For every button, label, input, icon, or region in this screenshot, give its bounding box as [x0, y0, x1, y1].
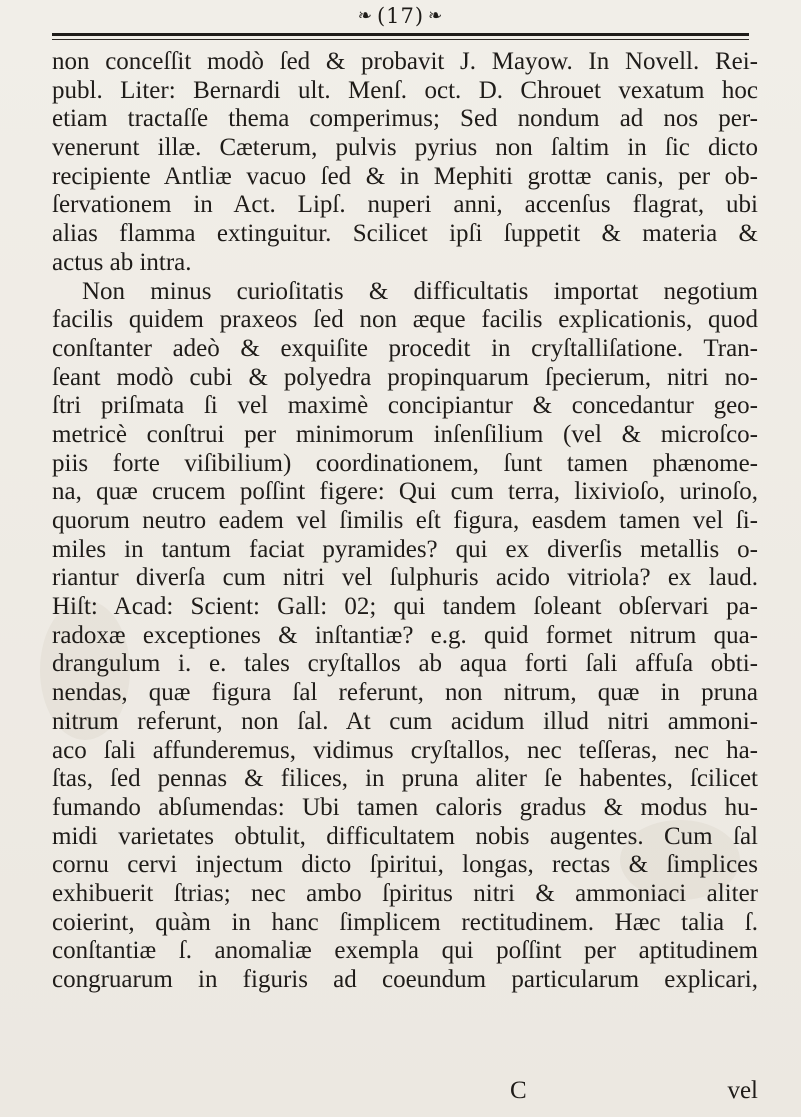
page-footer [52, 1077, 758, 1107]
text-line: conſtanter adeò & exquiſite procedit in cryſtalliſatione. Tran- [52, 334, 758, 362]
text-line: conſtantiæ ſ. anomaliæ exempla qui poſſint per aptitudinem [52, 937, 758, 965]
text-line: radoxæ exceptiones & inſtantiæ? e.g. quid formet nitrum qua- [52, 621, 758, 649]
text-line: Hiſt: Acad: Scient: Gall: 02; qui tandem ſoleant obſervari pa- [52, 593, 758, 621]
text-line: fumando abſumendas: Ubi tamen caloris gradus & modus hu- [52, 793, 758, 821]
text-line: coierint, quàm in hanc ſimplicem rectitudinem. Hæc talia ſ. [52, 908, 758, 936]
text-line: recipiente Antliæ vacuo ſed & in Mephiti grottæ canis, per ob- [52, 162, 758, 190]
fleuron-left-icon: ❧ [357, 6, 373, 26]
text-line: exhibuerit ſtrias; nec ambo ſpiritus nitri & ammoniaci aliter [52, 879, 758, 907]
text-line: aco ſali affunderemus, vidimus cryſtallos, nec teſſeras, nec ha- [52, 736, 758, 764]
page-number [0, 4, 801, 28]
header-rule-thin [52, 39, 749, 40]
text-line: congruarum in figuris ad coeundum particularum explicari, [52, 966, 758, 993]
page-number-text: (17) [376, 4, 425, 28]
text-line: na, quæ crucem poſſint figere: Qui cum terra, lixivioſo, urinoſo, [52, 478, 758, 506]
text-line: quorum neutro eadem vel ſimilis eſt figura, easdem tamen vel ſi- [52, 507, 758, 534]
signature-mark: C [510, 1077, 527, 1104]
text-line: etiam tractaſſe thema comperimus; Sed nondum ad nos per- [52, 105, 758, 133]
text-line: nendas, quæ figura ſal referunt, non nitrum, quæ in pruna [52, 679, 758, 707]
text-line: facilis quidem praxeos ſed non æque facilis explicationis, quod [52, 306, 758, 334]
text-line: alias flamma extinguitur. Scilicet ipſi ſuppetit & materia & [52, 220, 758, 248]
text-line: non conceſſit modò ſed & probavit J. Mayow. In Novell. Rei- [52, 48, 758, 75]
text-line: ſtri priſmata ſi vel maximè concipiantur & concedantur geo- [52, 392, 758, 420]
text-line: midi varietates obtulit, difficultatem nobis augentes. Cum ſal [52, 822, 758, 850]
text-line: Non minus curioſitatis & difficultatis importat negotium [82, 277, 758, 305]
text-line: venerunt illæ. Cæterum, pulvis pyrius non ſaltim in ſic dicto [52, 134, 758, 162]
header-rule [52, 33, 749, 36]
fleuron-right-icon: ❧ [428, 6, 444, 26]
text-line: nitrum referunt, non ſal. At cum acidum illud nitri ammoni- [52, 707, 758, 735]
text-line: publ. Liter: Bernardi ult. Menſ. oct. D. Chrouet vexatum hoc [52, 76, 758, 104]
text-line: piis forte viſibilium) coordinationem, ſunt tamen phænome- [52, 449, 758, 477]
catchword: vel [727, 1077, 758, 1104]
text-line: ſeant modò cubi & polyedra propinquarum ſpecierum, nitri no- [52, 363, 758, 391]
text-line: riantur diverſa cum nitri vel ſulphuris acido vitriola? ex laud. [52, 564, 758, 592]
body-text [52, 48, 758, 995]
text-line: actus ab intra. [52, 248, 192, 276]
text-line: drangulum i. e. tales cryſtallos ab aqua forti ſali affuſa obti- [52, 650, 758, 678]
text-line: ſtas, ſed pennas & filices, in pruna aliter ſe habentes, ſcilicet [52, 765, 758, 793]
page-header [0, 4, 801, 34]
text-line: miles in tantum faciat pyramides? qui ex diverſis metallis o- [52, 535, 758, 563]
text-line: metricè conſtrui per minimorum inſenſilium (vel & microſco- [52, 420, 758, 448]
text-line: cornu cervi injectum dicto ſpiritui, longas, rectas & ſimplices [52, 851, 758, 879]
text-line: ſervationem in Act. Lipſ. nuperi anni, accenſus flagrat, ubi [52, 191, 758, 219]
